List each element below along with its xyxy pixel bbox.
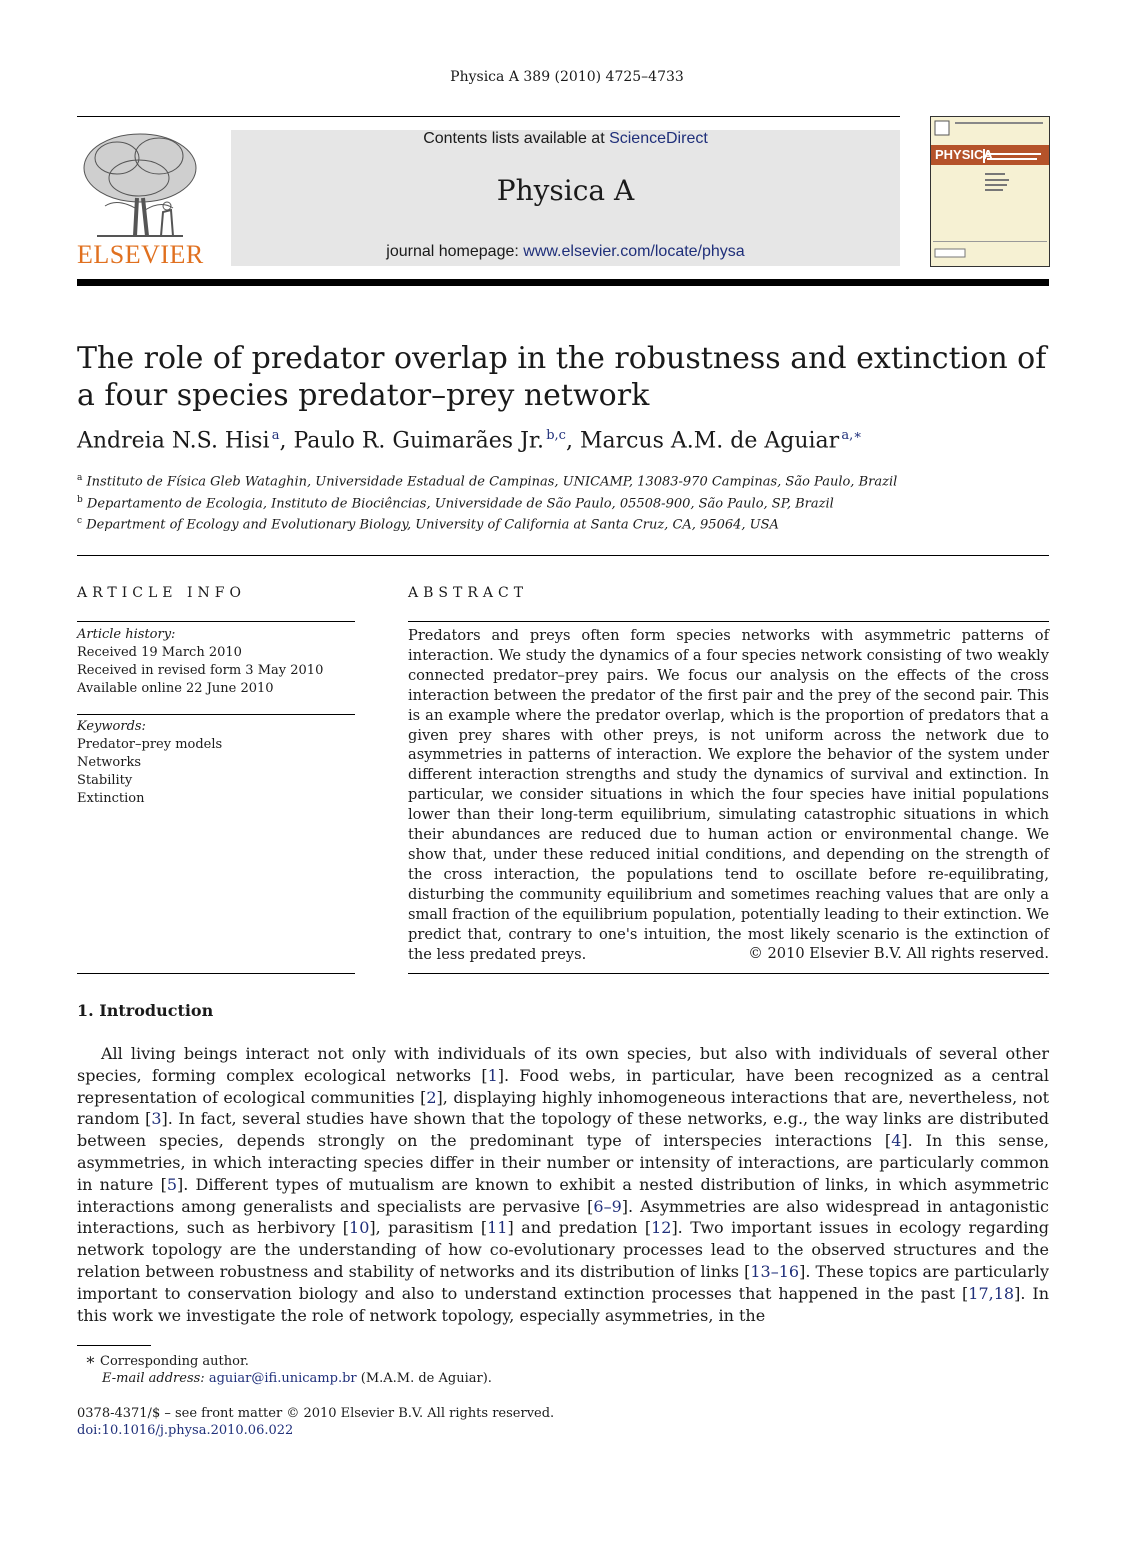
citation-link[interactable]: 1 [487,1065,498,1085]
citation-link[interactable]: 13–16 [750,1261,800,1281]
doi-link[interactable]: doi:10.1016/j.physa.2010.06.022 [77,1423,294,1438]
article-title: The role of predator overlap in the robustness and extinction of a four species predator–prey network [77,341,1047,413]
article-history [77,626,355,698]
publisher-logo [77,128,203,268]
keyword: Extinction [77,791,145,806]
citation-link[interactable]: 11 [487,1218,508,1238]
keywords [77,718,355,808]
author-affil-sup[interactable]: a,∗ [841,428,863,443]
abstract-text: Predators and preys often form species networks with asymmetric patterns of interaction. We study the dynamics of a four species network consisting of two weakly connected predator–prey pairs. We focus our analysis on the effects of the cross interaction between the predator of the first pair and the prey of the second pair. This is an example where the predator overlap, which is the proportion of predators that a given prey shares with other preys, is not uniform across the network due to asymmetries in patterns of interaction. We explore the behavior of the system under different interaction strengths and study the dynamics of survival and extinction. In particular, we consider situations in which the four species have initial populations lower than their long-term equilibrium, simulating catastrophic situations in which their abundances are reduced due to human action or environmental change. We show that, under these reduced initial conditions, and depending on the strength of the cross interaction, the populations tend to oscillate before re-equilibrating, disturbing the community equilibrium and sometimes reaching values that are only a small fraction of the equilibrium population, potentially leading to their extinction. We predict that, contrary to one's intuition, the most likely scenario is the extinction of the less predated preys. [408,627,1049,963]
homepage-line: journal homepage: www.elsevier.com/locate/physa [386,243,745,260]
sciencedirect-link[interactable]: ScienceDirect [609,130,708,147]
cover-title: PHYSICA [935,147,993,162]
abstract-copyright: © 2010 Elsevier B.V. All rights reserved. [748,945,1049,962]
citation-link[interactable]: 10 [349,1218,370,1238]
article-info-heading: ARTICLE INFO [77,585,246,601]
citation-link[interactable]: 4 [891,1131,902,1151]
masthead-rule [77,279,1049,286]
abstract-rule [408,621,1049,622]
homepage-link[interactable]: www.elsevier.com/locate/physa [523,243,745,260]
history-label: Article history: [77,627,176,642]
cover-art-icon [931,117,1049,266]
history-item: Available online 22 June 2010 [77,681,274,696]
keyword: Stability [77,773,133,788]
citation-link[interactable]: 5 [166,1174,177,1194]
affiliation: $^b$ Departamento de Ecologia, Instituto de Biociências, Universidade de São Paulo, 05508-900, São Paulo, SP, Brazil [77,495,834,512]
history-item: Received in revised form 3 May 2010 [77,663,324,678]
corresponding-footnote [77,1350,249,1369]
keywords-rule [77,714,355,715]
running-head: Physica A 389 (2010) 4725–4733 [450,69,684,85]
journal-name: Physica A [496,174,635,207]
email-link[interactable]: aguiar@ifi.unicamp.br [208,1371,357,1386]
header-rule [77,116,900,117]
citation-link[interactable]: 3 [151,1109,162,1129]
citation-link[interactable]: 2 [426,1087,437,1107]
introduction-heading: 1. Introduction [77,1001,214,1020]
keyword: Predator–prey models [77,737,223,752]
elsevier-wordmark: ELSEVIER [77,240,204,269]
abstract-heading: ABSTRACT [408,585,529,601]
corresponding-label: Corresponding author. [100,1354,249,1369]
email-footnote: E-mail address: aguiar@ifi.unicamp.br (M.A.M. de Aguiar). [102,1371,492,1386]
front-matter-line: 0378-4371/$ – see front matter © 2010 Elsevier B.V. All rights reserved. [77,1406,555,1421]
journal-banner [231,130,900,266]
keywords-label: Keywords: [77,719,146,734]
author-affil-sup[interactable]: b,c [546,428,566,443]
tree-emblem-icon [77,128,203,240]
introduction-paragraph: All living beings interact not only with individuals of its own species, but also with individuals of several other species, forming complex ecological networks [1]. Food webs, in particular, have been recognized as a central representation of ecological communities [2], displaying highly inhomogeneous interactions that are, nevertheless, not random [3]. In fact, several studies have shown that the topology of these networks, e.g., the way links are distributed between species, depends strongly on the predominant type of interspecies interactions [4]. In this sense, asymmetries, in which interacting species differ in their number or intensity of interactions, are particularly common in nature [5]. Different types of mutualism are known to exhibit a nested distribution of links, in which asymmetric interactions among generalists and specialists are pervasive [6–9]. Asymmetries are also widespread in antagonistic interactions, such as herbivory [10], parasitism [11] and predation [12]. Two important issues in ecology regarding network topology are the understanding of how co-evolutionary processes lead to the observed structures and the relation between robustness and stability of networks and its distribution of links [13–16]. These topics are particularly important to conservation biology and also to understand extinction processes that happened in the past [17,18]. In this work we investigate the role of network topology, especially asymmetries, in the [77,1044,1050,1325]
article-info-bottom-rule [77,973,355,974]
article-info-rule [77,621,355,622]
author-name: Paulo R. Guimarães Jr. [293,428,544,454]
citation-link[interactable]: 6–9 [593,1196,622,1216]
keyword: Networks [77,755,142,770]
affiliation-rule [77,555,1049,556]
author-name: Marcus A.M. de Aguiar [579,428,840,454]
affiliation: $^c$ Department of Ecology and Evolutionary Biology, University of California at Santa Cruz, CA, 95064, USA [77,516,779,533]
affiliation: $^a$ Instituto de Física Gleb Wataghin, Universidade Estadual de Campinas, UNICAMP, 13083-970 Campinas, São Paulo, Brazil [77,473,898,490]
author-name: Andreia N.S. Hisi [77,428,270,454]
citation-link[interactable]: 17,18 [968,1283,1015,1303]
history-item: Received 19 March 2010 [77,645,242,660]
author-affil-sup[interactable]: a [271,428,280,443]
journal-cover-thumbnail [930,116,1050,267]
contents-line: Contents lists available at ScienceDirect [423,130,708,147]
abstract-bottom-rule [408,973,1049,974]
footnote-rule [77,1345,151,1346]
author-list: Andreia N.S. Hisi $^a$, Paulo R. Guimarães Jr. $^{b,c}$, Marcus A.M. de Aguiar $^{a,∗}$ [77,428,863,454]
footnote-star: ∗ [85,1350,96,1369]
citation-link[interactable]: 12 [651,1218,672,1238]
